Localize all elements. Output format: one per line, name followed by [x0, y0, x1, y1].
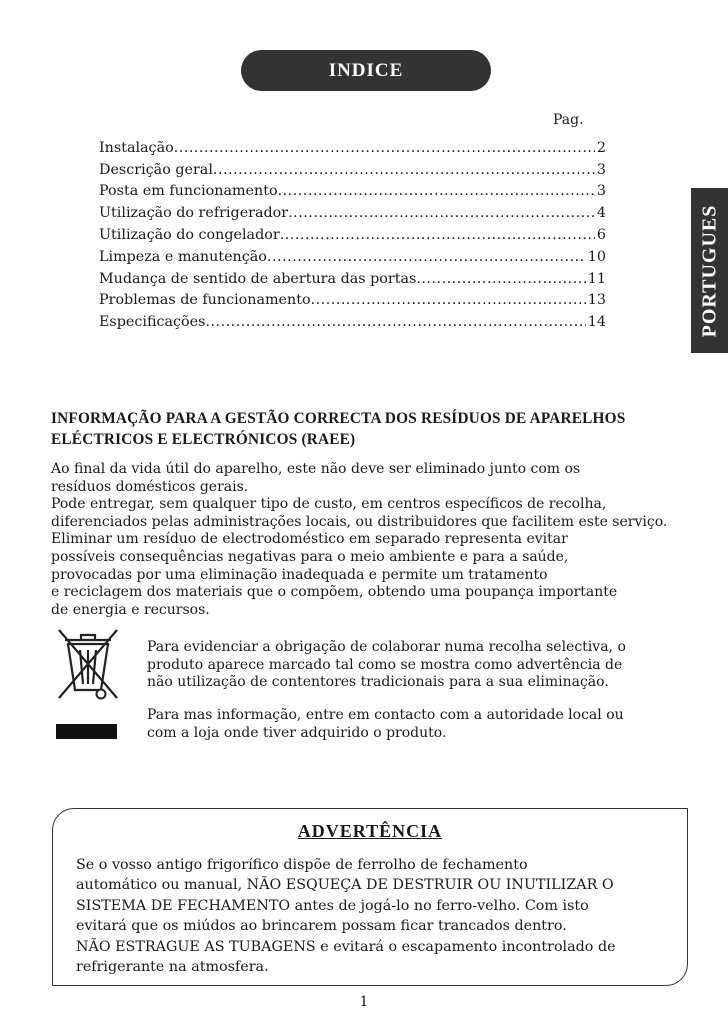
toc-entry-title: Especificações — [99, 314, 206, 331]
crossed-out-wheelie-bin-icon — [53, 624, 123, 704]
raee-body-line: de energia e recursos. — [51, 601, 210, 618]
table-of-contents — [99, 134, 606, 330]
toc-entry-title: Descrição geral — [99, 161, 213, 178]
toc-entry[interactable] — [99, 178, 606, 200]
raee-heading-line: ELÉCTRICOS E ELECTRÓNICOS (RAEE) — [51, 431, 356, 448]
toc-entry-page: 3 — [596, 161, 606, 178]
toc-entry[interactable] — [99, 287, 606, 309]
index-title: INDICE — [328, 59, 404, 81]
toc-entry[interactable] — [99, 221, 606, 243]
separate-collection-bar — [56, 724, 117, 739]
raee-heading-line: INFORMAÇÃO PARA A GESTÃO CORRECTA DOS RESÍDUOS DE APARELHOS — [51, 410, 626, 427]
raee-body-line: Ao final da vida útil do aparelho, este não deve ser eliminado junto com os — [51, 461, 581, 477]
toc-entry-page: 4 — [596, 205, 606, 222]
language-label: PORTUGUES — [698, 204, 720, 337]
toc-entry-page: 3 — [596, 183, 606, 200]
notice-line: Para mas informação, entre em contacto com a autoridade local ou — [147, 707, 624, 723]
language-tab — [691, 188, 728, 353]
raee-body-line: resíduos domésticos gerais. — [51, 478, 249, 495]
toc-leader — [267, 249, 586, 265]
toc-entry-page: 13 — [587, 292, 606, 309]
toc-entry[interactable] — [99, 134, 606, 156]
toc-leader — [278, 183, 595, 199]
toc-entry-page: 11 — [587, 270, 606, 287]
page-number: 1 — [359, 994, 369, 1010]
toc-entry-title: Utilização do refrigerador — [99, 205, 289, 222]
warning-line: Se o vosso antigo frigorífico dispõe de ferrolho de fechamento — [76, 857, 528, 873]
warning-line: automático ou manual, NÃO ESQUEÇA DE DESTRUIR OU INUTILIZAR O — [76, 877, 614, 894]
toc-entry-title: Problemas de funcionamento — [99, 292, 311, 309]
warning-title: ADVERTÊNCIA — [297, 821, 443, 841]
warning-line: refrigerante na atmosfera. — [76, 959, 269, 976]
toc-entry[interactable] — [99, 265, 606, 287]
toc-entry[interactable] — [99, 156, 606, 178]
toc-entry-title: Instalação — [99, 139, 174, 156]
notice-line: com a loja onde tiver adquirido o produto. — [147, 724, 447, 741]
notice-line: não utilização de contentores tradicionais para a sua eliminação. — [147, 674, 609, 691]
toc-leader — [311, 292, 586, 308]
toc-entry-page: 14 — [587, 314, 606, 331]
warning-line: evitará que os miúdos ao brincarem possam ficar trancados dentro. — [76, 918, 567, 935]
raee-body-line: Eliminar um resíduo de electrodoméstico em separado representa evitar — [51, 531, 568, 548]
raee-body-line: possíveis consequências negativas para o meio ambiente e para a saúde, — [51, 548, 569, 565]
warning-line: NÃO ESTRAGUE AS TUBAGENS e evitará o escapamento incontrolado de — [76, 938, 616, 955]
toc-leader — [213, 162, 595, 178]
toc-entry-title: Mudança de sentido de abertura das portas — [99, 270, 417, 287]
toc-leader — [174, 140, 595, 156]
toc-entry-page: 6 — [596, 226, 606, 243]
toc-leader — [288, 205, 595, 221]
toc-entry-title: Posta em funcionamento — [99, 183, 278, 200]
toc-entry[interactable] — [99, 243, 606, 265]
page-column-label: Pag. — [553, 112, 584, 128]
bin-symbol-notice — [147, 639, 626, 692]
toc-entry-title: Utilização do congelador — [99, 226, 280, 243]
toc-entry[interactable] — [99, 199, 606, 221]
raee-body-line: diferenciados pelas administrações locais, ou distribuidores que facilitem este serviço. — [51, 513, 668, 530]
toc-entry[interactable] — [99, 308, 606, 330]
raee-body-line: e reciclagem dos materiais que o compõem, obtendo uma poupança importante — [51, 584, 618, 601]
notice-line: Para evidenciar a obrigação de colaborar numa recolha selectiva, o — [147, 639, 626, 655]
toc-leader — [416, 271, 585, 287]
raee-body-line: provocadas por uma eliminação inadequada e permite um tratamento — [51, 566, 548, 583]
toc-entry-page: 2 — [596, 139, 606, 156]
index-title-banner — [241, 50, 491, 91]
toc-leader — [205, 314, 585, 330]
toc-leader — [280, 227, 595, 243]
warning-line: SISTEMA DE FECHAMENTO antes de jogá-lo no ferro-velho. Com isto — [76, 897, 589, 914]
notice-line: produto aparece marcado tal como se mostra como advertência de — [147, 656, 623, 673]
raee-body-text — [51, 461, 701, 619]
toc-entry-page: 10 — [587, 248, 606, 265]
warning-text — [76, 855, 676, 977]
toc-entry-title: Limpeza e manutenção — [99, 248, 267, 265]
raee-body-line: Pode entregar, sem qualquer tipo de custo, em centros específicos de recolha, — [51, 496, 607, 513]
raee-heading — [51, 408, 691, 450]
contact-notice — [147, 707, 624, 742]
